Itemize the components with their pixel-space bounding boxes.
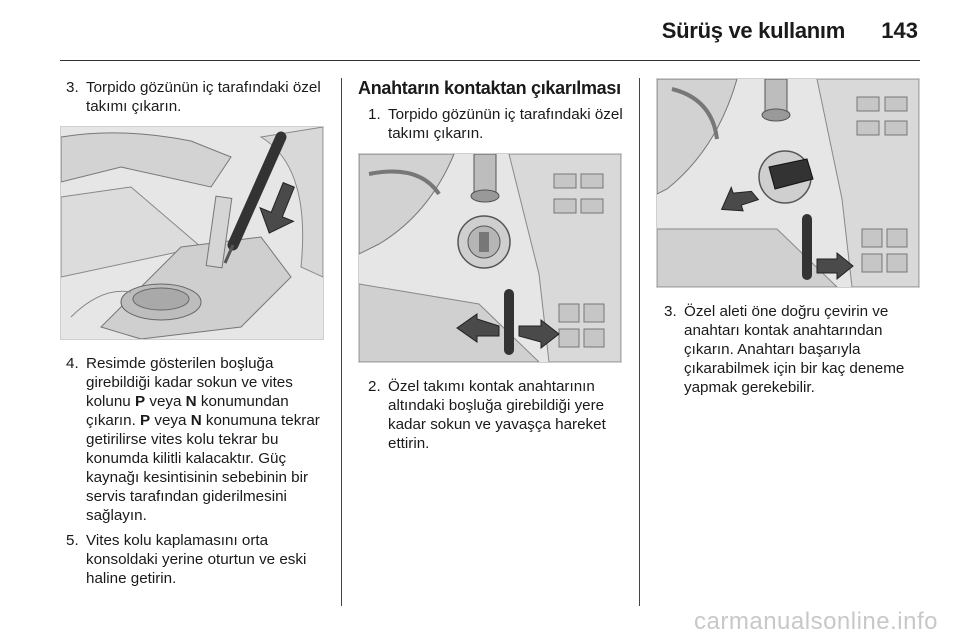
step-3-left-text: Torpido gözünün iç tarafındaki özel takımı çıkarın.: [86, 79, 321, 115]
page-header: [0, 0, 960, 62]
gear-lever-figure: [60, 126, 324, 340]
step-2-middle: 2. Özel takımı kontak anahtarının altındaki boşluğa girebildiği yere kadar sokun ve yavaşça hareket ettirin.: [368, 378, 606, 452]
step-2-middle-text: Özel takımı kontak anahtarının altındaki boşluğa girebildiği yere kadar sokun ve yavaşça hareket ettirin.: [388, 378, 606, 452]
step-4-left: 4. Resimde gösterilen boşluğa girebildiği kadar sokun ve vites kolunu P veya N konumundan çıkarın. P veya N konumuna tekrar getirilirse vites kolu tekrar bu konumda kilitli kalacaktır. Güç kaynağı kesintisinin sebebinin bir servis tarafından giderilmesini sağlayın.: [66, 355, 320, 524]
header-divider: [60, 60, 920, 61]
step-1-middle: 1. Torpido gözünün iç tarafındaki özel takımı çıkarın.: [368, 106, 623, 142]
ignition-tool-insert-figure: [358, 153, 622, 363]
step-3-right-text: Özel aleti öne doğru çevirin ve anahtarı kontak anahtarından çıkarın. Anahtarı başarıyla çıkarabilmek için bir kaç deneme yapmak gerekebilir.: [684, 303, 905, 396]
middle-column: [358, 78, 624, 453]
header-title: Sürüş ve kullanım: [661, 18, 845, 43]
step-3-left: 3. Torpido gözünün iç tarafındaki özel takımı çıkarın.: [66, 79, 321, 115]
step-5-left-text: Vites kolu kaplamasını orta konsoldaki yerine oturtun ve eski haline getirin.: [86, 532, 307, 587]
right-column: [656, 78, 922, 397]
section-title: Anahtarın kontaktan çıkarılması: [358, 78, 621, 98]
page-number: 143: [881, 18, 918, 43]
step-3-right: 3. Özel aleti öne doğru çevirin ve anahtarı kontak anahtarından çıkarın. Anahtarı başarıyla çıkarabilmek için bir kaç deneme yapmak gerekebilir.: [664, 303, 905, 396]
watermark: carmanualsonline.info: [694, 608, 938, 635]
column-divider-1: [341, 78, 342, 606]
step-5-left: 5. Vites kolu kaplamasını orta konsoldaki yerine oturtun ve eski haline getirin.: [66, 532, 307, 587]
column-divider-2: [639, 78, 640, 606]
left-column: [62, 78, 328, 588]
key-removal-figure: [656, 78, 920, 288]
step-1-middle-text: Torpido gözünün iç tarafındaki özel takımı çıkarın.: [388, 106, 623, 142]
